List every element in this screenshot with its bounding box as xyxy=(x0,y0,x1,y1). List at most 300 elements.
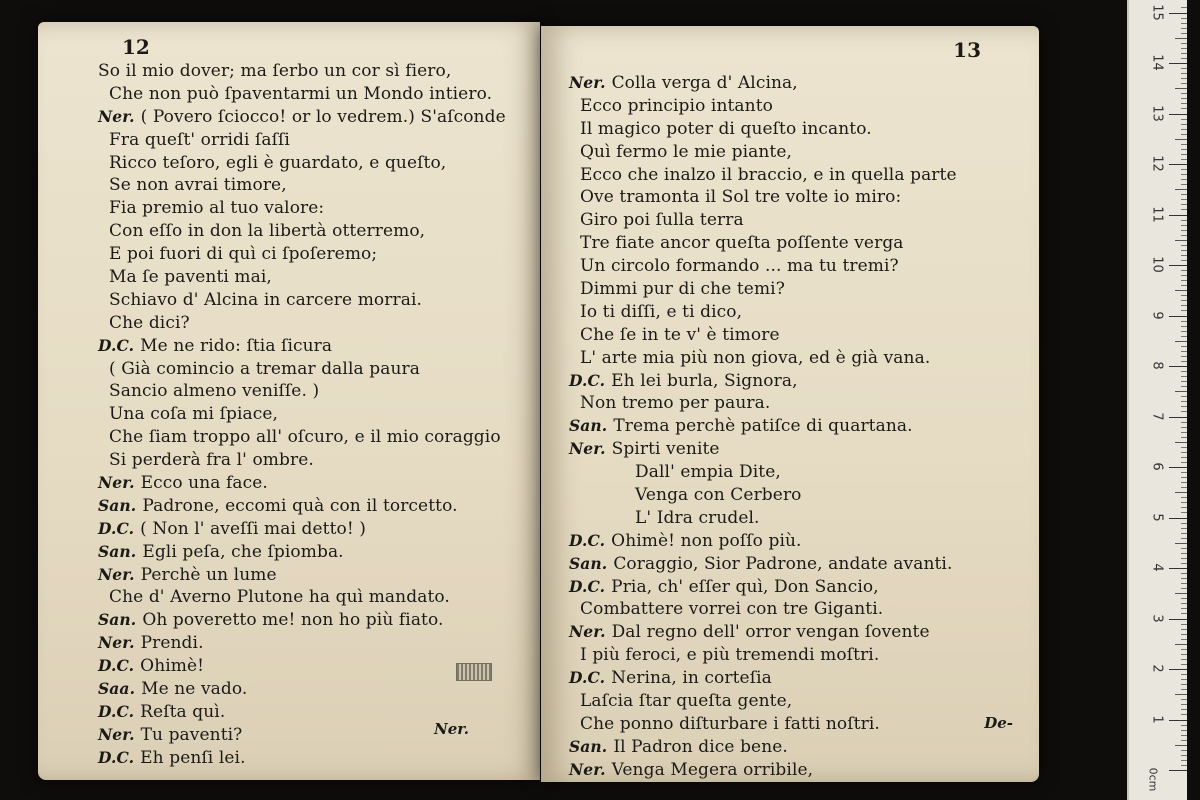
text-line xyxy=(98,266,538,289)
ruler-tick xyxy=(1181,129,1187,130)
ruler-tick xyxy=(1181,462,1187,463)
ruler-tick xyxy=(1181,649,1187,650)
ruler-tick xyxy=(1181,260,1187,261)
ruler-tick xyxy=(1175,644,1187,645)
line-text: Colla verga d' Alcina, xyxy=(611,73,798,93)
ruler-tick xyxy=(1181,674,1187,675)
ruler-tick xyxy=(1181,507,1187,508)
ruler-tick xyxy=(1181,765,1187,766)
ruler-tick xyxy=(1181,225,1187,226)
text-line xyxy=(98,289,538,312)
ruler-tick xyxy=(1181,714,1187,715)
ruler-tick xyxy=(1181,563,1187,564)
ruler-label: 15 xyxy=(1149,3,1165,21)
ruler-tick xyxy=(1181,18,1187,19)
text-line xyxy=(98,609,538,632)
ruler-tick xyxy=(1181,310,1187,311)
ruler-tick xyxy=(1175,745,1187,746)
line-text: Me ne rido: ſtia ſicura xyxy=(140,335,333,356)
ruler-label: 2 xyxy=(1149,664,1165,673)
ruler-tick xyxy=(1181,740,1187,741)
line-text: Ricco teſoro, egli è guardato, e queſto, xyxy=(98,152,447,173)
ruler-tick xyxy=(1175,391,1187,392)
line-text: Eh lei burla, Signora, xyxy=(611,370,798,391)
text-line xyxy=(98,518,538,541)
line-text: Venga Megera orribile, xyxy=(611,759,814,780)
ruler-tick xyxy=(1181,608,1187,609)
line-text: Schiavo d' Alcina in carcere morrai. xyxy=(98,289,422,310)
ruler-tick xyxy=(1181,149,1187,150)
ruler-tick xyxy=(1181,245,1187,246)
ruler-tick xyxy=(1181,654,1187,655)
ruler-tick xyxy=(1181,528,1187,529)
text-line xyxy=(98,220,538,243)
ruler-tick xyxy=(1181,280,1187,281)
speaker-label: D.C. xyxy=(98,518,135,538)
ruler-label: 6 xyxy=(1149,462,1165,471)
ruler-tick xyxy=(1181,285,1187,286)
line-text: Ecco che inalzo il braccio, e in quella parte xyxy=(569,164,957,185)
ruler-tick xyxy=(1175,139,1187,140)
ruler-label: 11 xyxy=(1149,205,1165,223)
ruler-tick xyxy=(1181,209,1187,210)
text-line xyxy=(569,141,1029,164)
line-text: Ove tramonta il Sol tre volte io miro: xyxy=(569,187,902,208)
ruler-tick xyxy=(1175,240,1187,241)
line-text: Fra queſt' orridi ſaſſi xyxy=(98,129,290,150)
ruler-label: 12 xyxy=(1149,155,1165,172)
ruler-tick xyxy=(1181,108,1187,109)
ruler-tick xyxy=(1175,88,1187,89)
ruler-tick xyxy=(1175,492,1187,493)
speaker-label: Ner. xyxy=(569,622,606,642)
text-line xyxy=(569,438,1029,461)
ruler-tick xyxy=(1181,230,1187,231)
ruler-tick xyxy=(1181,699,1187,700)
line-text: Che ſe in te v' è timore xyxy=(569,324,780,345)
text-line xyxy=(98,724,538,747)
ruler-tick xyxy=(1181,250,1187,251)
line-text: Venga con Cerbero xyxy=(569,485,802,506)
line-text: Che non può ſpaventarmi un Mondo intiero. xyxy=(98,83,493,104)
ruler-tick xyxy=(1181,381,1187,382)
speaker-label: Ner. xyxy=(569,439,606,459)
ruler-tick xyxy=(1181,275,1187,276)
ruler-tick xyxy=(1181,169,1187,170)
ruler-tick xyxy=(1181,457,1187,458)
text-line xyxy=(569,484,1029,507)
text-line xyxy=(98,335,538,358)
ruler-tick xyxy=(1181,598,1187,599)
ruler-label: 5 xyxy=(1149,512,1165,522)
ruler-tick xyxy=(1181,447,1187,448)
ruler-tick xyxy=(1181,538,1187,539)
ruler-tick xyxy=(1181,28,1187,29)
line-text: Il magico poter di queſto incanto. xyxy=(569,118,872,139)
text-line xyxy=(569,598,1029,621)
line-text: Nerina, in corteſia xyxy=(611,668,772,689)
line-text: So il mio dover; ma ſerbo un cor sì fiero, xyxy=(98,61,452,81)
text-line xyxy=(98,586,538,609)
line-text: Tre fiate ancor queſta poſſente verga xyxy=(569,233,904,254)
speaker-label: D.C. xyxy=(569,530,606,550)
ruler-tick xyxy=(1181,356,1187,357)
speaker-label: D.C. xyxy=(569,370,606,390)
text-line xyxy=(98,678,538,701)
ruler-tick xyxy=(1181,472,1187,473)
ruler-tick xyxy=(1181,235,1187,236)
ruler-label: 4 xyxy=(1149,563,1165,572)
line-text: Oh poveretto me! non ho più fiato. xyxy=(142,610,444,631)
ruler-tick xyxy=(1181,603,1187,604)
left-page-number: 12 xyxy=(122,35,150,59)
ruler-tick xyxy=(1181,396,1187,397)
ruler-tick xyxy=(1181,755,1187,756)
speaker-label: D.C. xyxy=(98,701,135,721)
ruler-tick xyxy=(1181,144,1187,145)
line-text: Trema perchè patiſce di quartana. xyxy=(613,416,913,437)
ruler-label: 7 xyxy=(1149,411,1165,421)
line-text: Spirti venite xyxy=(611,439,720,460)
speaker-label: Ner. xyxy=(98,633,135,653)
speaker-label: San. xyxy=(569,736,608,756)
line-text: ( Già comincio a tremar dalla paura xyxy=(98,358,420,379)
text-line xyxy=(569,209,1029,232)
ruler-tick xyxy=(1169,720,1187,721)
line-text: Io ti diſſi, e ti dico, xyxy=(569,301,743,322)
text-line xyxy=(569,164,1029,187)
ruler-tick xyxy=(1181,23,1187,24)
text-line xyxy=(569,186,1029,209)
ruler-tick xyxy=(1181,422,1187,423)
ruler-tick xyxy=(1169,13,1187,14)
text-line xyxy=(569,759,1029,782)
line-text: Con eſſo in don la libertà otterremo, xyxy=(98,221,426,242)
ruler-tick xyxy=(1181,351,1187,352)
measurement-ruler xyxy=(1127,0,1187,800)
text-line xyxy=(98,197,538,220)
ruler-tick xyxy=(1181,93,1187,94)
ruler-tick xyxy=(1181,437,1187,438)
text-line xyxy=(569,461,1029,484)
text-line xyxy=(569,95,1029,118)
line-text: Combattere vorrei con tre Giganti. xyxy=(569,599,884,620)
text-line xyxy=(569,72,1029,95)
line-text: I più feroci, e più tremendi moſtri. xyxy=(569,645,880,666)
text-line xyxy=(569,278,1029,301)
speaker-label: San. xyxy=(569,553,608,573)
ruler-tick xyxy=(1181,371,1187,372)
line-text: Pria, ch' eſſer quì, Don Sancio, xyxy=(611,576,879,597)
speaker-label: Ner. xyxy=(98,564,135,584)
ruler-label: 1 xyxy=(1149,714,1165,724)
ruler-tick xyxy=(1181,679,1187,680)
ruler-tick xyxy=(1175,38,1187,39)
ruler-label: 13 xyxy=(1149,104,1165,122)
speaker-label: D.C. xyxy=(98,335,135,355)
ruler-tick xyxy=(1181,295,1187,296)
ruler-tick xyxy=(1181,346,1187,347)
line-text: Che d' Averno Plutone ha quì mandato. xyxy=(98,587,450,608)
line-text: Ecco una face. xyxy=(140,473,268,494)
right-catchword: De- xyxy=(984,714,1013,732)
ruler-label: 14 xyxy=(1149,54,1165,71)
ruler-tick xyxy=(1181,639,1187,640)
line-text: Me ne vado. xyxy=(141,679,248,700)
ruler-tick xyxy=(1181,204,1187,205)
line-text: Ohimè! xyxy=(140,656,205,677)
line-text: ( Non l' aveſſi mai detto! ) xyxy=(140,518,366,539)
ruler-tick xyxy=(1181,704,1187,705)
speaker-label: D.C. xyxy=(569,668,606,688)
line-text: Tu paventi? xyxy=(140,724,243,745)
ruler-tick xyxy=(1181,270,1187,271)
text-line xyxy=(98,564,538,587)
ruler-label: 9 xyxy=(1149,310,1165,320)
ruler-tick xyxy=(1181,326,1187,327)
text-line xyxy=(569,736,1029,759)
line-text: Non tremo per paura. xyxy=(569,393,771,414)
left-page xyxy=(38,22,540,780)
line-text: Che ponno diſturbare i fatti noſtri. xyxy=(569,713,880,734)
line-text: Eh penſi lei. xyxy=(140,747,246,768)
ruler-tick xyxy=(1181,634,1187,635)
text-line xyxy=(98,449,538,472)
speaker-label: San. xyxy=(98,541,137,561)
text-line xyxy=(98,60,538,83)
ruler-tick xyxy=(1181,523,1187,524)
text-line xyxy=(569,507,1029,530)
speaker-label: Ner. xyxy=(569,73,606,92)
speaker-label: San. xyxy=(98,495,137,515)
ruler-tick xyxy=(1181,58,1187,59)
ruler-tick xyxy=(1181,613,1187,614)
speaker-label: San. xyxy=(569,416,608,436)
text-line xyxy=(569,301,1029,324)
line-text: Dall' empia Dite, xyxy=(569,462,781,483)
text-line xyxy=(98,632,538,655)
text-line xyxy=(98,358,538,381)
ruler-tick xyxy=(1181,497,1187,498)
ruler-tick xyxy=(1181,33,1187,34)
text-line xyxy=(569,667,1029,690)
text-line xyxy=(569,690,1029,713)
text-line xyxy=(569,713,1029,736)
ruler-tick xyxy=(1175,442,1187,443)
text-line xyxy=(98,403,538,426)
ruler-tick xyxy=(1181,386,1187,387)
line-text: L' Idra crudel. xyxy=(569,507,760,528)
text-line xyxy=(98,541,538,564)
ruler-tick xyxy=(1181,194,1187,195)
line-text: E poi fuori di quì ci ſpoſeremo; xyxy=(98,244,378,265)
line-text: Un circolo formando ... ma tu tremi? xyxy=(569,256,899,277)
ruler-tick xyxy=(1169,215,1187,216)
ruler-tick xyxy=(1169,114,1187,115)
speaker-label: Ner. xyxy=(98,473,135,493)
right-page-number: 13 xyxy=(953,38,981,62)
ruler-tick xyxy=(1169,366,1187,367)
ruler-tick xyxy=(1181,220,1187,221)
text-line xyxy=(569,255,1029,278)
ruler-tick xyxy=(1181,83,1187,84)
text-line xyxy=(569,324,1029,347)
ruler-tick xyxy=(1181,624,1187,625)
ruler-tick xyxy=(1181,533,1187,534)
ruler-tick xyxy=(1181,730,1187,731)
ruler-tick xyxy=(1181,578,1187,579)
text-line xyxy=(98,495,538,518)
speaker-label: Ner. xyxy=(569,759,606,779)
speaker-label: Ner. xyxy=(98,724,135,744)
ruler-tick xyxy=(1181,487,1187,488)
ruler-tick xyxy=(1169,518,1187,519)
line-text: Ma ſe paventi mai, xyxy=(98,267,272,288)
ruler-tick xyxy=(1181,174,1187,175)
text-line xyxy=(98,312,538,335)
ruler-tick xyxy=(1181,750,1187,751)
ruler-tick xyxy=(1181,53,1187,54)
text-line xyxy=(569,530,1029,553)
text-line xyxy=(569,621,1029,644)
right-page xyxy=(541,26,1039,782)
ruler-tick xyxy=(1181,78,1187,79)
line-text: Il Padron dice bene. xyxy=(613,736,788,757)
ruler-tick xyxy=(1181,411,1187,412)
text-line xyxy=(569,392,1029,415)
ruler-tick xyxy=(1181,73,1187,74)
ruler-tick xyxy=(1175,189,1187,190)
ruler-tick xyxy=(1181,376,1187,377)
ruler-tick xyxy=(1181,684,1187,685)
text-line xyxy=(98,174,538,197)
speaker-label: Saa. xyxy=(98,679,136,699)
ruler-tick xyxy=(1169,467,1187,468)
ruler-tick xyxy=(1181,255,1187,256)
ruler-tick xyxy=(1175,593,1187,594)
ruler-tick xyxy=(1181,659,1187,660)
speaker-label: Ner. xyxy=(98,106,135,126)
ruler-tick xyxy=(1181,482,1187,483)
ruler-tick xyxy=(1181,43,1187,44)
ruler-tick xyxy=(1181,512,1187,513)
line-text: Ecco principio intanto xyxy=(569,95,773,116)
line-text: Reſta quì. xyxy=(140,701,226,722)
ruler-tick xyxy=(1175,290,1187,291)
ruler-tick xyxy=(1181,573,1187,574)
line-text: Dimmi pur di che temi? xyxy=(569,279,785,300)
ruler-tick xyxy=(1181,725,1187,726)
ruler-tick xyxy=(1181,119,1187,120)
speaker-label: D.C. xyxy=(98,656,135,676)
ruler-tick xyxy=(1169,417,1187,418)
line-text: Laſcia ſtar queſta gente, xyxy=(569,691,793,712)
line-text: Giro poi ſulla terra xyxy=(569,210,744,231)
speaker-label: D.C. xyxy=(569,576,606,596)
ruler-tick xyxy=(1181,179,1187,180)
text-line xyxy=(98,152,538,175)
line-text: Prendi. xyxy=(140,633,204,654)
ruler-tick xyxy=(1181,477,1187,478)
ruler-tick xyxy=(1175,543,1187,544)
line-text: Che ſiam troppo all' oſcuro, e il mio coraggio xyxy=(98,427,501,448)
line-text: ( Povero ſciocco! or lo vedrem.) S'aſconde xyxy=(140,106,506,127)
ruler-label: 10 xyxy=(1149,256,1165,273)
ruler-tick xyxy=(1181,502,1187,503)
ruler-tick xyxy=(1181,68,1187,69)
text-line xyxy=(569,644,1029,667)
text-line xyxy=(98,701,538,724)
ruler-tick xyxy=(1181,159,1187,160)
line-text: Egli peſa, che ſpiomba. xyxy=(142,541,344,562)
library-stamp xyxy=(456,663,492,681)
ruler-tick xyxy=(1181,321,1187,322)
ruler-tick xyxy=(1181,629,1187,630)
left-catchword: Ner. xyxy=(434,720,470,738)
ruler-tick xyxy=(1181,583,1187,584)
ruler-tick xyxy=(1169,619,1187,620)
text-line xyxy=(569,370,1029,393)
ruler-tick xyxy=(1181,588,1187,589)
ruler-tick xyxy=(1169,770,1187,771)
ruler-tick xyxy=(1181,361,1187,362)
ruler-tick xyxy=(1169,316,1187,317)
ruler-tick xyxy=(1181,401,1187,402)
ruler-tick xyxy=(1181,709,1187,710)
ruler-tick xyxy=(1181,664,1187,665)
ruler-tick xyxy=(1181,103,1187,104)
ruler-tick xyxy=(1181,336,1187,337)
line-text: Dal regno dell' orror vengan ſovente xyxy=(611,622,930,643)
ruler-tick xyxy=(1181,134,1187,135)
text-line xyxy=(98,472,538,495)
right-page-text xyxy=(569,72,1029,782)
ruler-label: 8 xyxy=(1149,361,1165,370)
ruler-tick xyxy=(1181,452,1187,453)
text-line xyxy=(569,553,1029,576)
text-line xyxy=(98,380,538,403)
text-line xyxy=(569,415,1029,438)
ruler-tick xyxy=(1181,735,1187,736)
text-line xyxy=(98,83,538,106)
line-text: Sancio almeno veniſſe. ) xyxy=(98,381,320,402)
speaker-label: San. xyxy=(98,610,137,630)
ruler-unit-label: 0cm xyxy=(1146,767,1160,792)
ruler-tick xyxy=(1181,184,1187,185)
line-text: Che dici? xyxy=(98,312,190,333)
ruler-tick xyxy=(1175,694,1187,695)
ruler-tick xyxy=(1181,300,1187,301)
ruler-tick xyxy=(1169,669,1187,670)
ruler-tick xyxy=(1169,63,1187,64)
ruler-tick xyxy=(1169,265,1187,266)
ruler-tick xyxy=(1181,124,1187,125)
line-text: Una coſa mi ſpiace, xyxy=(98,404,279,425)
ruler-tick xyxy=(1175,341,1187,342)
ruler-tick xyxy=(1181,406,1187,407)
text-line xyxy=(98,747,538,770)
line-text: Fia premio al tuo valore: xyxy=(98,198,325,219)
ruler-tick xyxy=(1181,432,1187,433)
line-text: Padrone, eccomi quà con il torcetto. xyxy=(142,495,458,516)
line-text: Quì fermo le mie piante, xyxy=(569,141,792,162)
ruler-tick xyxy=(1181,199,1187,200)
line-text: Perchè un lume xyxy=(140,564,277,585)
speaker-label: D.C. xyxy=(98,747,135,767)
ruler-tick xyxy=(1181,548,1187,549)
ruler-tick xyxy=(1181,305,1187,306)
line-text: Si perderà fra l' ombre. xyxy=(98,450,314,471)
